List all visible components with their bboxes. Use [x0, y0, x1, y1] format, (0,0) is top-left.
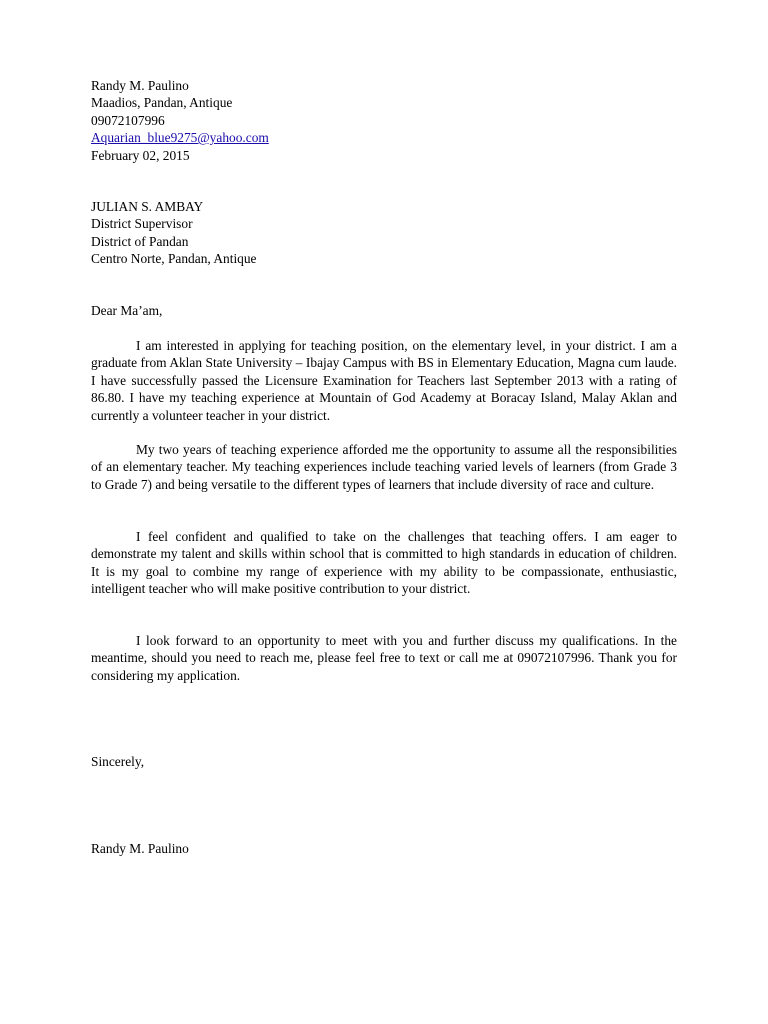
- sender-address: Maadios, Pandan, Antique: [91, 95, 233, 111]
- sender-block: [91, 77, 677, 164]
- body-paragraph-2: My two years of teaching experience afforded me the opportunity to assume all the responsibilities of an elementary teacher. My teaching experiences include teaching varied levels of learners (from Grade 3 to Grade 7) and being versatile to the different types of learners that include diversity of race and culture.: [91, 442, 677, 492]
- recipient-title: District Supervisor: [91, 216, 193, 232]
- sender-name: Randy M. Paulino: [91, 78, 189, 93]
- signature-block: [91, 840, 677, 857]
- body-paragraph-4: I look forward to an opportunity to meet with you and further discuss my qualifications. In the meantime, should you need to reach me, please feel free to text or call me at 09072107996. Thank you for considering my application.: [91, 633, 677, 683]
- body-paragraph-3: I feel confident and qualified to take on the challenges that teaching offers. I am eager to demonstrate my talent and skills within school that is committed to high standards in education of children. It is my goal to combine my range of experience with my ability to be compassionate, enthusiastic, intelligent teacher who will make positive contribution to your district.: [91, 529, 677, 597]
- closing: Sincerely,: [91, 754, 145, 769]
- salutation: Dear Ma’am,: [91, 303, 163, 318]
- sender-email-link[interactable]: Aquarian_blue9275@yahoo.com: [91, 130, 269, 146]
- signature-name: Randy M. Paulino: [91, 841, 189, 856]
- salutation-block: [91, 302, 677, 319]
- sender-phone: 09072107996: [91, 112, 165, 128]
- recipient-address: Centro Norte, Pandan, Antique: [91, 251, 257, 267]
- letter-date: February 02, 2015: [91, 147, 190, 163]
- recipient-district: District of Pandan: [91, 233, 189, 249]
- recipient-block: [91, 198, 677, 268]
- body-paragraph-1: I am interested in applying for teaching position, on the elementary level, in your district. I am a graduate from Aklan State University – Ibajay Campus with BS in Elementary Education, Magna cum laude. I have successfully passed the Licensure Examination for Teachers last September 2013 with a rating of 86.80. I have my teaching experience at Mountain of God Academy at Boracay Island, Malay Aklan and currently a volunteer teacher in your district.: [91, 338, 677, 423]
- closing-block: [91, 753, 677, 770]
- recipient-name: JULIAN S. AMBAY: [91, 199, 204, 214]
